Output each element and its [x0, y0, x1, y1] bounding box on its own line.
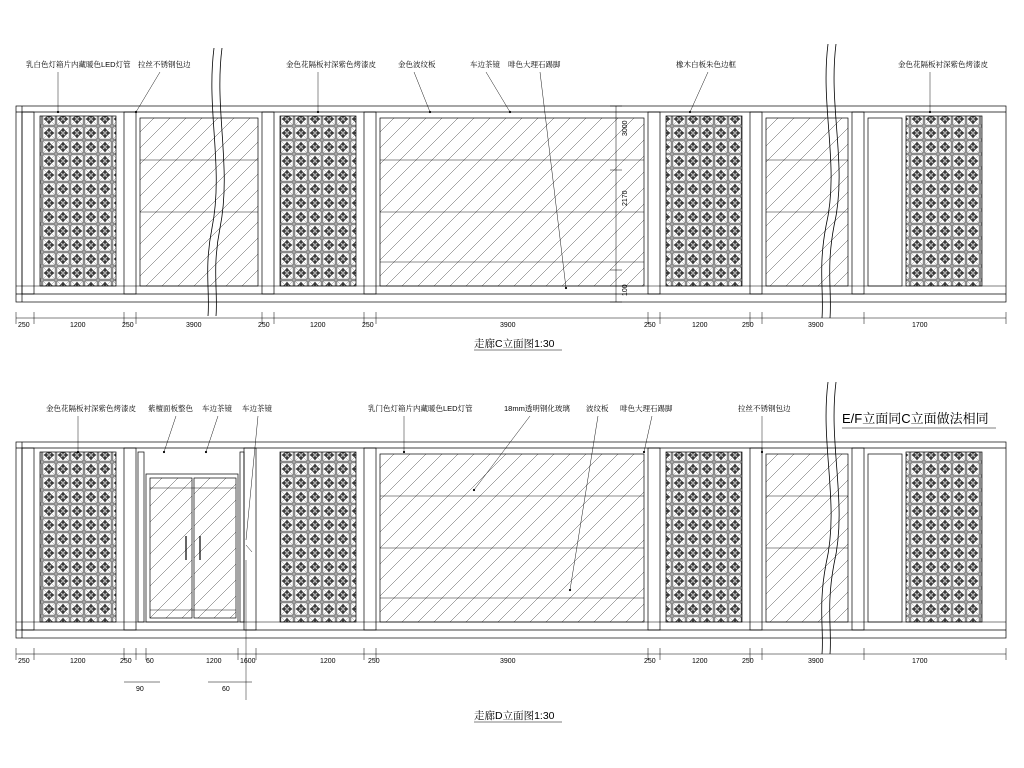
- annotation-label: 乳白色灯箱片内藏暖色LED灯管: [26, 60, 131, 69]
- sub-dimension-label: 60: [222, 686, 230, 693]
- dimension-label: 250: [120, 658, 132, 665]
- annotation-label: 乳门色灯箱片内藏暖色LED灯管: [368, 404, 473, 413]
- dimension-label: 1200: [310, 322, 326, 329]
- annotation-label: 金色花隔板衬深紫色烤漆皮: [286, 60, 376, 69]
- dimension-label: 3900: [186, 322, 202, 329]
- annotation-label: 金色花隔板衬深紫色烤漆皮: [46, 404, 136, 413]
- annotation-label: 车边茶镜: [242, 404, 272, 413]
- dimension-label: 3900: [808, 658, 824, 665]
- vertical-dimension-label: 2170: [622, 190, 629, 206]
- dimension-label: 3900: [808, 322, 824, 329]
- annotation-label: 拉丝不锈钢包边: [738, 404, 791, 413]
- dimension-label: 1200: [320, 658, 336, 665]
- sub-dimension-label: 90: [136, 686, 144, 693]
- annotation-label: 橡木白板朱色边框: [676, 60, 736, 69]
- elevation-d-title: 走廊D立面图1:30: [474, 710, 555, 722]
- annotation-label: 啡色大理石踢脚: [508, 60, 561, 69]
- dimension-label: 250: [362, 322, 374, 329]
- elevation-c-title: 走廊C立面图1:30: [474, 338, 555, 350]
- annotation-label: 啡色大理石踢脚: [620, 404, 673, 413]
- dimension-label: 1700: [912, 658, 928, 665]
- dimension-label: 3900: [500, 658, 516, 665]
- side-note: E/F立面同C立面做法相同: [842, 411, 989, 426]
- dimension-label: 1700: [912, 322, 928, 329]
- dimension-label: 250: [18, 322, 30, 329]
- annotation-label: 车边茶镜: [470, 60, 500, 69]
- dimension-label: 250: [368, 658, 380, 665]
- vertical-dimension-label: 3000: [622, 120, 629, 136]
- dimension-label: 250: [644, 658, 656, 665]
- dimension-label: 250: [742, 658, 754, 665]
- vertical-dimension-label: 100: [622, 284, 629, 296]
- dimension-label: 1200: [70, 658, 86, 665]
- dimension-label: 60: [146, 658, 154, 665]
- dimension-label: 250: [644, 322, 656, 329]
- dimension-label: 250: [122, 322, 134, 329]
- dimension-label: 1200: [692, 322, 708, 329]
- annotation-label: 紫檀面板整色: [148, 404, 193, 413]
- annotation-label: 拉丝不锈钢包边: [138, 60, 191, 69]
- dimension-label: 3900: [500, 322, 516, 329]
- dimension-label: 1600: [240, 658, 256, 665]
- annotation-label: 车边茶镜: [202, 404, 232, 413]
- dimension-label: 250: [258, 322, 270, 329]
- annotation-label: 金色花隔板衬深紫色烤漆皮: [898, 60, 988, 69]
- dimension-label: 250: [742, 322, 754, 329]
- annotation-label: 金色波纹板: [398, 60, 436, 69]
- dimension-label: 1200: [692, 658, 708, 665]
- dimension-label: 250: [18, 658, 30, 665]
- dimension-label: 1200: [206, 658, 222, 665]
- dimension-label: 1200: [70, 322, 86, 329]
- annotation-label: 波纹板: [586, 404, 609, 413]
- annotation-label: 18mm透明钢化玻璃: [504, 404, 570, 413]
